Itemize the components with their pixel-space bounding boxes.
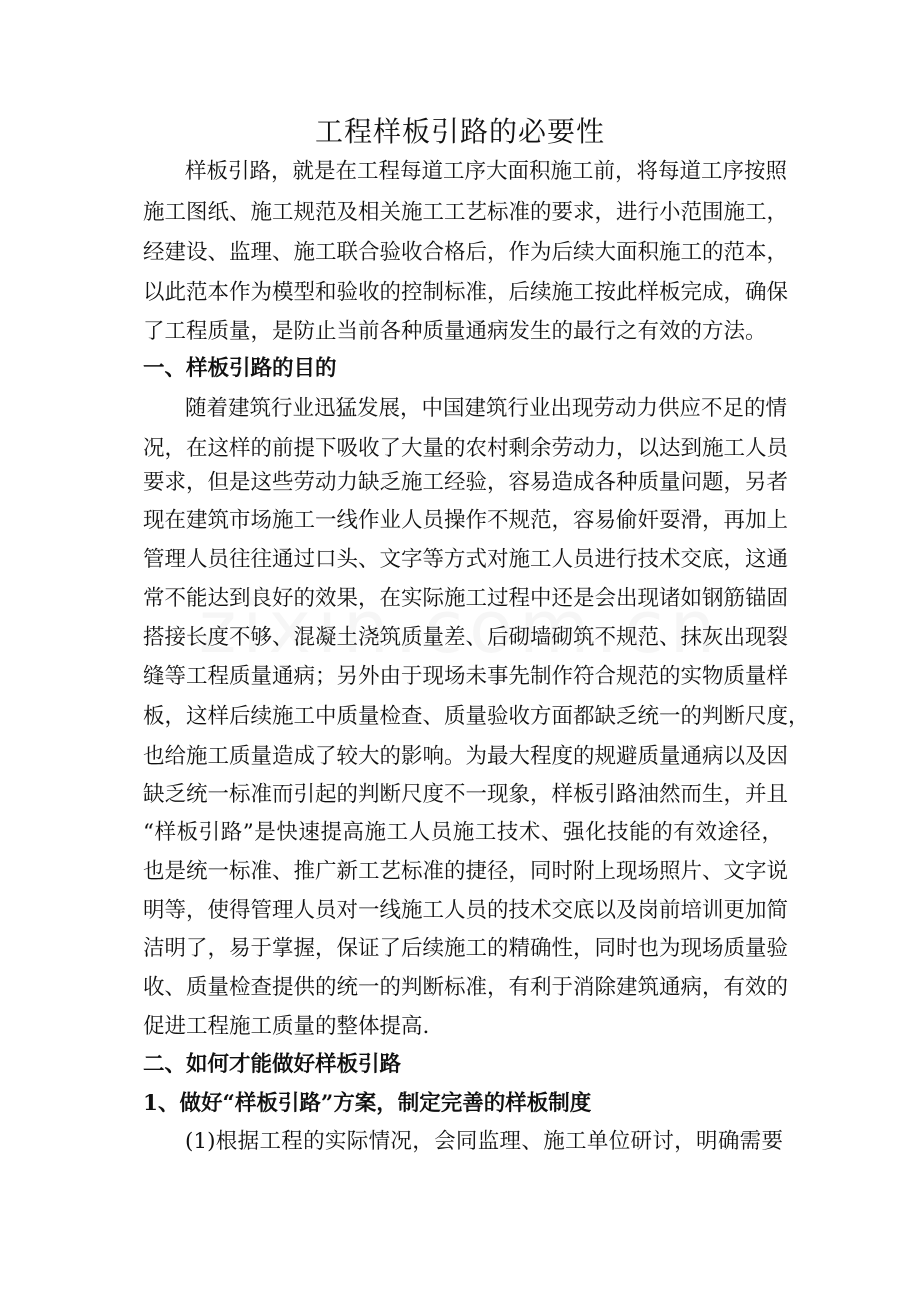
paragraph-line: 板，这样后续施工中质量检查、质量验收方面都缺乏统一的判断尺度， bbox=[143, 704, 810, 729]
paragraph-line: 常不能达到良好的效果，在实际施工过程中还是会出现诸如钢筋锚固 bbox=[143, 586, 789, 611]
paragraph-line: 样板引路，就是在工程每道工序大面积施工前，将每道工序按照 bbox=[185, 159, 788, 184]
paragraph-line: 促进工程施工质量的整体提高. bbox=[143, 1014, 430, 1039]
paragraph-line: 况，在这样的前提下吸收了大量的农村剩余劳动力，以达到施工人员 bbox=[143, 436, 789, 461]
paragraph-line: 也是统一标准、推广新工艺标准的捷径，同时附上现场照片、文字说 bbox=[143, 859, 789, 884]
paragraph-line: 管理人员往往通过口头、文字等方式对施工人员进行技术交底，这通 bbox=[143, 547, 789, 572]
paragraph-line: 缝等工程质量通病；另外由于现场未事先制作符合规范的实物质量样 bbox=[143, 664, 789, 689]
paragraph-line: (1)根据工程的实际情况，会同监理、施工单位研讨，明确需要 bbox=[185, 1129, 783, 1154]
section-heading: 一、样板引路的目的 bbox=[143, 356, 337, 381]
paragraph-line: 洁明了，易于掌握，保证了后续施工的精确性，同时也为现场质量验 bbox=[143, 936, 789, 961]
paragraph-line: 要求，但是这些劳动力缺乏施工经验，容易造成各种质量问题，另者 bbox=[143, 470, 789, 495]
subsection-heading: 1、做好“样板引路”方案，制定完善的样板制度 bbox=[143, 1091, 592, 1116]
section-heading: 二、如何才能做好样板引路 bbox=[143, 1052, 402, 1077]
paragraph-line: 了工程质量，是防止当前各种质量通病发生的最行之有效的方法。 bbox=[143, 319, 767, 344]
paragraph-line: 经建设、监理、施工联合验收合格后，作为后续大面积施工的范本， bbox=[143, 240, 789, 265]
paragraph-line: 随着建筑行业迅猛发展，中国建筑行业出现劳动力供应不足的情 bbox=[185, 396, 788, 421]
paragraph-line: 收、质量检查提供的统一的判断标准，有利于消除建筑通病，有效的 bbox=[143, 975, 789, 1000]
paragraph-line: 也给施工质量造成了较大的影响。为最大程度的规避质量通病以及因 bbox=[143, 744, 789, 769]
paragraph-line: 明等，使得管理人员对一线施工人员的技术交底以及岗前培训更加简 bbox=[143, 898, 789, 923]
paragraph-line: 施工图纸、施工规范及相关施工工艺标准的要求，进行小范围施工， bbox=[143, 200, 789, 225]
paragraph-line: 搭接长度不够、混凝土浇筑质量差、后砌墙砌筑不规范、抹灰出现裂 bbox=[143, 625, 789, 650]
paragraph-line: 以此范本作为模型和验收的控制标准，后续施工按此样板完成，确保 bbox=[143, 280, 789, 305]
page-title: 工程样板引路的必要性 bbox=[314, 115, 605, 148]
paragraph-line: “样板引路”是快速提高施工人员施工技术、强化技能的有效途径， bbox=[143, 820, 783, 845]
paragraph-line: 缺乏统一标准而引起的判断尺度不一现象，样板引路油然而生，并且 bbox=[143, 782, 789, 807]
paragraph-line: 现在建筑市场施工一线作业人员操作不规范，容易偷奸耍滑，再加上 bbox=[143, 508, 789, 533]
